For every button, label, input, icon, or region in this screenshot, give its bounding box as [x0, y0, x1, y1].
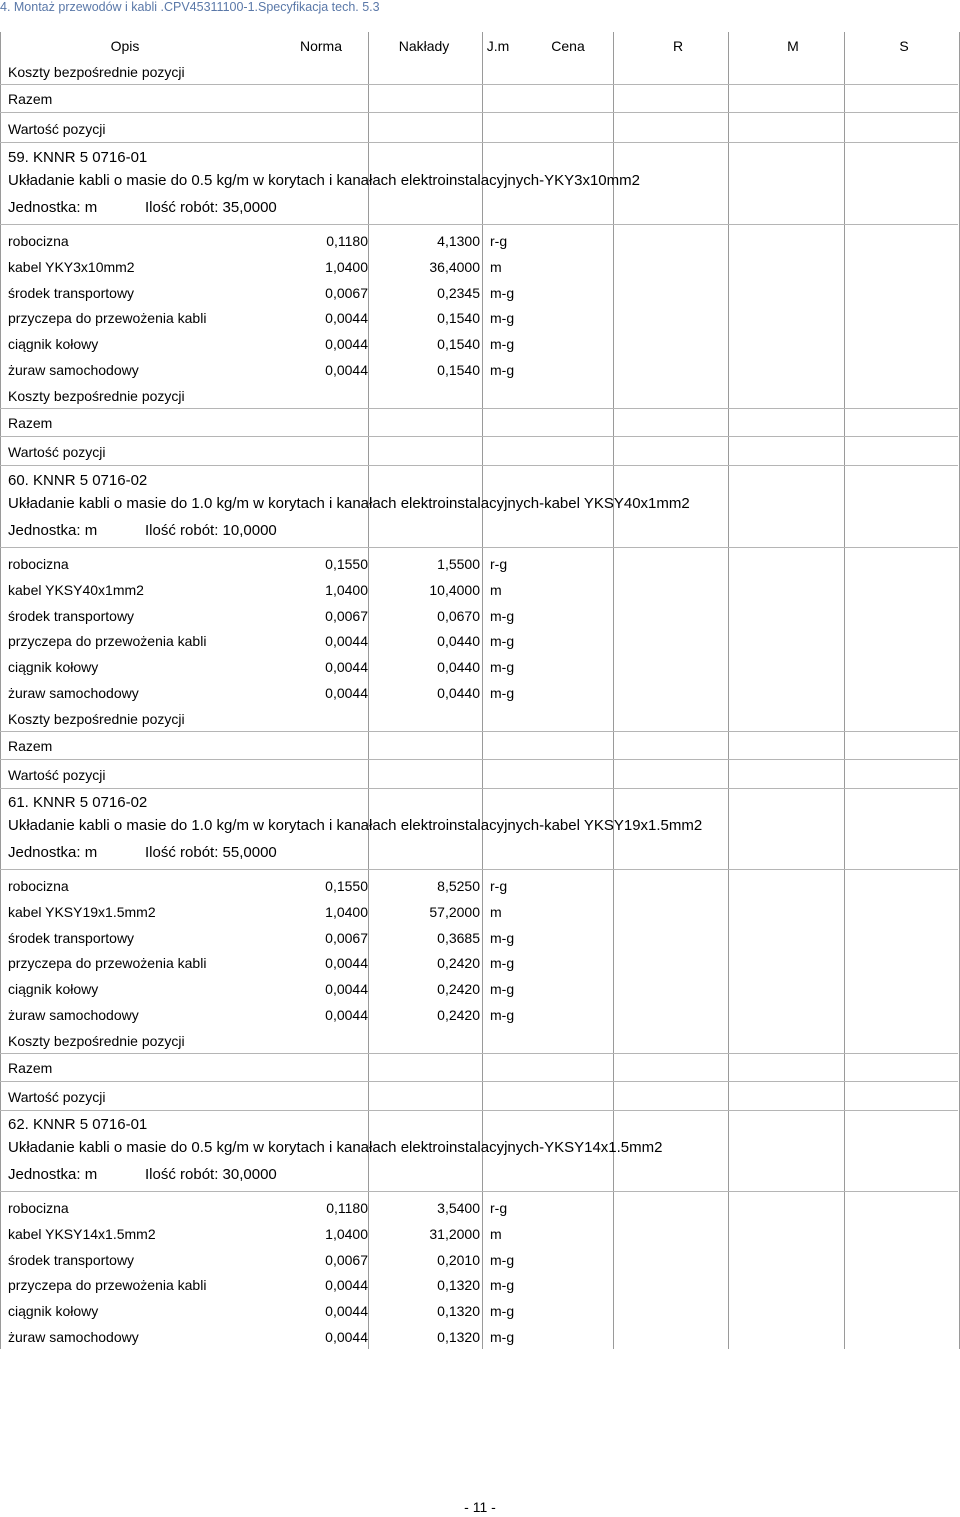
- position-quantity: Ilość robót: 55,0000: [145, 844, 277, 861]
- resource-name: środek transportowy: [8, 284, 135, 301]
- position-unit: Jednostka: m: [8, 844, 98, 861]
- resource-norma: 1,0400: [325, 903, 368, 920]
- row-separator: [0, 759, 958, 760]
- resource-unit: m-g: [490, 981, 515, 998]
- column-header-jm: J.m: [486, 38, 510, 54]
- resource-name: ciągnik kołowy: [8, 659, 99, 676]
- resource-norma: 0,0044: [325, 981, 368, 998]
- resource-norma: 0,0044: [325, 362, 368, 378]
- resource-norma: 0,1180: [326, 233, 368, 249]
- resource-norma: 0,0044: [325, 633, 368, 650]
- resource-norma: 1,0400: [325, 1225, 368, 1242]
- resource-norma: 0,0044: [325, 659, 368, 676]
- position-number: 60. KNNR 5 0716-02: [8, 472, 148, 489]
- resource-naklady: 0,2420: [437, 1007, 480, 1023]
- resource-name: żuraw samochodowy: [8, 1007, 139, 1023]
- column-header-opis: Opis: [110, 38, 140, 54]
- resource-norma: 0,0044: [325, 685, 368, 701]
- resource-norma: 0,0044: [325, 1329, 368, 1345]
- resource-unit: m-g: [490, 1277, 515, 1294]
- resource-name: kabel YKSY19x1.5mm2: [8, 903, 156, 920]
- resource-naklady: 3,5400: [437, 1200, 480, 1216]
- resource-name: robocizna: [8, 1200, 69, 1216]
- resource-unit: m-g: [490, 1251, 515, 1268]
- resource-unit: r-g: [490, 556, 508, 572]
- resource-name: ciągnik kołowy: [8, 336, 99, 353]
- resource-unit: m-g: [490, 362, 515, 378]
- column-header-naklady: Nakłady: [398, 38, 450, 54]
- column-header-cena: Cena: [551, 38, 585, 54]
- resource-norma: 0,1550: [325, 556, 368, 572]
- resource-name: przyczepa do przewożenia kabli: [8, 310, 207, 327]
- summary-razem: Razem: [8, 1059, 53, 1076]
- resource-name: przyczepa do przewożenia kabli: [8, 633, 207, 650]
- resource-norma: 0,0044: [325, 336, 368, 353]
- position-title: Układanie kabli o masie do 0.5 kg/m w korytach i kanałach elektroinstalacyjnych-YKSY14x1.5mm2: [8, 1139, 663, 1156]
- resource-name: kabel YKSY14x1.5mm2: [8, 1225, 156, 1242]
- resource-norma: 0,1180: [326, 1200, 368, 1216]
- resource-unit: r-g: [490, 233, 508, 249]
- resource-naklady: 0,2010: [437, 1251, 480, 1268]
- resource-naklady: 1,5500: [437, 556, 480, 572]
- resource-name: kabel YKY3x10mm2: [8, 258, 135, 275]
- resource-unit: m-g: [490, 929, 515, 946]
- position-quantity: Ilość robót: 10,0000: [145, 522, 277, 539]
- resource-name: środek transportowy: [8, 929, 135, 946]
- row-separator: [0, 408, 958, 409]
- document-header: 4. Montaż przewodów i kabli .CPV45311100-1.Specyfikacja tech. 5.3: [0, 0, 380, 14]
- resource-naklady: 57,2000: [429, 903, 480, 920]
- position-unit: Jednostka: m: [8, 1166, 98, 1183]
- row-separator: [0, 465, 958, 466]
- resource-naklady: 0,2345: [437, 284, 480, 301]
- summary-razem: Razem: [8, 737, 53, 754]
- column-divider: [844, 32, 845, 1349]
- position-number: 59. KNNR 5 0716-01: [8, 149, 148, 166]
- resource-unit: m-g: [490, 659, 515, 676]
- summary-koszty: Koszty bezpośrednie pozycji: [8, 1032, 185, 1049]
- position-unit: Jednostka: m: [8, 199, 98, 216]
- resource-norma: 0,0044: [325, 955, 368, 972]
- resource-unit: r-g: [490, 1200, 508, 1216]
- resource-naklady: 0,2420: [437, 955, 480, 972]
- row-separator: [0, 436, 958, 437]
- resource-naklady: 0,1540: [437, 362, 480, 378]
- row-separator: [0, 1110, 958, 1111]
- resource-norma: 1,0400: [325, 258, 368, 275]
- resource-norma: 0,0067: [325, 284, 368, 301]
- resource-name: żuraw samochodowy: [8, 1329, 139, 1345]
- resource-name: robocizna: [8, 233, 69, 249]
- resource-norma: 0,0044: [325, 310, 368, 327]
- summary-koszty: Koszty bezpośrednie pozycji: [8, 710, 185, 727]
- resource-naklady: 4,1300: [437, 233, 480, 249]
- resource-naklady: 0,0670: [437, 607, 480, 624]
- row-separator: [0, 112, 958, 113]
- position-title: Układanie kabli o masie do 1.0 kg/m w korytach i kanałach elektroinstalacyjnych-kabel YKSY40x1mm2: [8, 495, 690, 512]
- resource-naklady: 0,1320: [437, 1303, 480, 1320]
- resource-naklady: 31,2000: [429, 1225, 480, 1242]
- resource-unit: m-g: [490, 1007, 515, 1023]
- resource-unit: m-g: [490, 685, 515, 701]
- resource-norma: 0,0067: [325, 929, 368, 946]
- column-divider: [728, 32, 729, 1349]
- resource-unit: r-g: [490, 878, 508, 894]
- resource-norma: 0,0067: [325, 1251, 368, 1268]
- resource-unit: m-g: [490, 607, 515, 624]
- row-separator: [0, 788, 958, 789]
- resource-naklady: 0,1320: [437, 1329, 480, 1345]
- resource-naklady: 10,4000: [429, 581, 480, 598]
- row-separator: [0, 731, 958, 732]
- column-header-s: S: [899, 38, 909, 54]
- resource-naklady: 0,0440: [437, 685, 480, 701]
- resource-unit: m-g: [490, 1303, 515, 1320]
- position-quantity: Ilość robót: 30,0000: [145, 1166, 277, 1183]
- summary-wartosc: Wartość pozycji: [8, 1088, 106, 1105]
- summary-wartosc: Wartość pozycji: [8, 766, 106, 783]
- resource-naklady: 8,5250: [437, 878, 480, 894]
- resource-name: kabel YKSY40x1mm2: [8, 581, 144, 598]
- position-title: Układanie kabli o masie do 1.0 kg/m w korytach i kanałach elektroinstalacyjnych-kabel YKSY19x1.5mm2: [8, 817, 703, 834]
- resource-unit: m-g: [490, 955, 515, 972]
- resource-unit: m-g: [490, 633, 515, 650]
- resource-unit: m: [490, 258, 502, 275]
- resource-norma: 0,0044: [325, 1007, 368, 1023]
- position-number: 62. KNNR 5 0716-01: [8, 1116, 148, 1133]
- row-separator: [0, 224, 958, 225]
- column-header-m: M: [787, 38, 799, 54]
- row-separator: [0, 84, 958, 85]
- resource-name: środek transportowy: [8, 1251, 135, 1268]
- resource-name: żuraw samochodowy: [8, 685, 139, 701]
- column-header-r: R: [672, 38, 684, 54]
- position-quantity: Ilość robót: 35,0000: [145, 199, 277, 216]
- row-separator: [0, 1053, 958, 1054]
- resource-unit: m: [490, 903, 502, 920]
- resource-naklady: 0,1540: [437, 336, 480, 353]
- summary-wartosc: Wartość pozycji: [8, 443, 106, 460]
- resource-name: ciągnik kołowy: [8, 981, 99, 998]
- summary-razem: Razem: [8, 414, 53, 431]
- row-separator: [0, 1081, 958, 1082]
- resource-unit: m-g: [490, 310, 515, 327]
- summary-koszty: Koszty bezpośrednie pozycji: [8, 387, 185, 404]
- resource-naklady: 0,0440: [437, 633, 480, 650]
- resource-name: robocizna: [8, 878, 69, 894]
- resource-unit: m: [490, 1225, 502, 1242]
- page-number: - 11 -: [464, 1499, 496, 1515]
- resource-norma: 0,1550: [325, 878, 368, 894]
- column-header-norma: Norma: [299, 38, 342, 54]
- row-separator: [0, 547, 958, 548]
- resource-naklady: 0,0440: [437, 659, 480, 676]
- row-separator: [0, 142, 958, 143]
- resource-unit: m: [490, 581, 502, 598]
- resource-unit: m-g: [490, 336, 515, 353]
- resource-naklady: 0,3685: [437, 929, 480, 946]
- resource-norma: 1,0400: [325, 581, 368, 598]
- summary-wartosc: Wartość pozycji: [8, 121, 106, 137]
- resource-norma: 0,0044: [325, 1277, 368, 1294]
- resource-unit: m-g: [490, 1329, 515, 1345]
- row-separator: [0, 1191, 958, 1192]
- resource-unit: m-g: [490, 284, 515, 301]
- resource-norma: 0,0044: [325, 1303, 368, 1320]
- resource-norma: 0,0067: [325, 607, 368, 624]
- resource-naklady: 0,2420: [437, 981, 480, 998]
- resource-name: robocizna: [8, 556, 69, 572]
- resource-name: środek transportowy: [8, 607, 135, 624]
- resource-name: ciągnik kołowy: [8, 1303, 99, 1320]
- row-separator: [0, 869, 958, 870]
- position-number: 61. KNNR 5 0716-02: [8, 794, 148, 811]
- summary-koszty: Koszty bezpośrednie pozycji: [8, 64, 185, 80]
- resource-naklady: 36,4000: [429, 258, 480, 275]
- resource-name: przyczepa do przewożenia kabli: [8, 955, 207, 972]
- resource-naklady: 0,1540: [437, 310, 480, 327]
- position-title: Układanie kabli o masie do 0.5 kg/m w korytach i kanałach elektroinstalacyjnych-YKY3x10mm2: [8, 172, 640, 189]
- resource-naklady: 0,1320: [437, 1277, 480, 1294]
- resource-name: żuraw samochodowy: [8, 362, 139, 378]
- summary-razem: Razem: [8, 91, 53, 107]
- position-unit: Jednostka: m: [8, 522, 98, 539]
- resource-name: przyczepa do przewożenia kabli: [8, 1277, 207, 1294]
